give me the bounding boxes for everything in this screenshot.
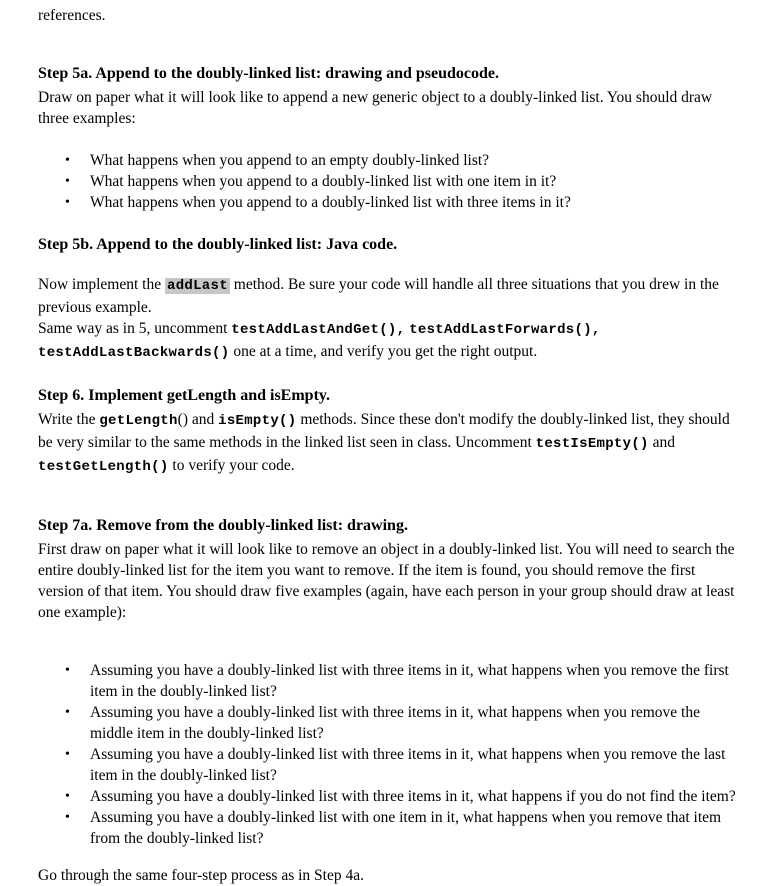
text-run: Assuming you have a doubly-linked list with three items in it, what happens when you remove the first item in the doubly-linked list? bbox=[90, 662, 729, 700]
doc-paragraph bbox=[38, 539, 740, 623]
inline-code: testAddLastBackwards() bbox=[38, 345, 230, 361]
text-run: and bbox=[648, 434, 676, 451]
bullet-item bbox=[65, 786, 740, 807]
text-run: one at a time, and verify you get the right output. bbox=[229, 343, 538, 360]
text-run: Step 7a. Remove from the doubly-linked list: drawing. bbox=[38, 517, 408, 534]
section-heading bbox=[38, 234, 740, 256]
text-run: Assuming you have a doubly-linked list with three items in it, what happens when you remove the last item in the doubly-linked list? bbox=[90, 746, 726, 784]
bullet-item bbox=[65, 192, 740, 213]
bullet-list bbox=[38, 660, 740, 849]
doc-paragraph bbox=[38, 318, 740, 364]
bullet-item bbox=[65, 660, 740, 702]
text-run: references. bbox=[38, 7, 106, 24]
text-run: Go through the same four-step process as in Step 4a. bbox=[38, 867, 364, 884]
text-run: What happens when you append to a doubly-linked list with three items in it? bbox=[90, 194, 571, 211]
inline-code: isEmpty() bbox=[218, 413, 297, 429]
text-run: Step 5a. Append to the doubly-linked list: drawing and pseudocode. bbox=[38, 65, 499, 82]
text-run: to verify your code. bbox=[168, 457, 295, 474]
bullet-list bbox=[38, 150, 740, 213]
bullet-item bbox=[65, 807, 740, 849]
text-run: Assuming you have a doubly-linked list with one item in it, what happens when you remove that item from the doubly-linked list? bbox=[90, 809, 722, 847]
bullet-item bbox=[65, 150, 740, 171]
blank-line bbox=[38, 478, 740, 494]
text-run: First draw on paper what it will look like to remove an object in a doubly-linked list. You will need to search the entire doubly-linked list for the item you want to remove. If the item is found, you should remove the first version of that item. You should draw five examples (again, have each person in your group should draw at least one example): bbox=[38, 541, 735, 621]
text-run: Same way as in 5, uncomment bbox=[38, 320, 232, 337]
section-heading bbox=[38, 385, 740, 407]
text-run: Assuming you have a doubly-linked list with three items in it, what happens if you do not find the item? bbox=[90, 788, 736, 805]
text-run: Step 5b. Append to the doubly-linked list: Java code. bbox=[38, 236, 398, 253]
text-run: Step 6. Implement getLength and isEmpty. bbox=[38, 387, 331, 404]
bullet-item bbox=[65, 171, 740, 192]
inline-code: testIsEmpty() bbox=[535, 436, 649, 452]
text-run: What happens when you append to an empty doubly-linked list? bbox=[90, 152, 490, 169]
text-run: Write the bbox=[38, 411, 100, 428]
text-run: Assuming you have a doubly-linked list with three items in it, what happens when you remove the middle item in the doubly-linked list? bbox=[90, 704, 700, 742]
text-run: Now implement the bbox=[38, 276, 165, 293]
blank-line bbox=[38, 258, 740, 274]
blank-line bbox=[38, 849, 740, 865]
inline-code: testAddLastAndGet(), bbox=[231, 322, 406, 338]
section-heading bbox=[38, 515, 740, 537]
bullet-item bbox=[65, 744, 740, 786]
text-run: What happens when you append to a doubly-linked list with one item in it? bbox=[90, 173, 557, 190]
text-run: Draw on paper what it will look like to append a new generic object to a doubly-linked list. You should draw three examples: bbox=[38, 89, 713, 127]
doc-paragraph bbox=[38, 409, 740, 478]
inline-code-highlighted: addLast bbox=[167, 278, 228, 294]
bullet-item bbox=[65, 702, 740, 744]
inline-code: getLength bbox=[99, 413, 178, 429]
doc-paragraph bbox=[38, 865, 740, 886]
doc-paragraph bbox=[38, 274, 740, 318]
inline-code: testAddLastForwards(), bbox=[409, 322, 601, 338]
text-run: method. Be sure your code will handle all three situations that you drew in the previous example. bbox=[38, 276, 719, 316]
blank-line bbox=[38, 623, 740, 639]
blank-line bbox=[38, 26, 740, 42]
text-run: methods. Since these don't modify the doubly-linked list, they should be very similar to the same methods in the linked list seen in class. Uncomment bbox=[38, 411, 730, 451]
inline-code: testGetLength() bbox=[38, 459, 169, 475]
doc-paragraph bbox=[38, 87, 740, 129]
doc-paragraph bbox=[38, 5, 740, 26]
text-run: () and bbox=[177, 411, 219, 428]
section-heading bbox=[38, 63, 740, 85]
